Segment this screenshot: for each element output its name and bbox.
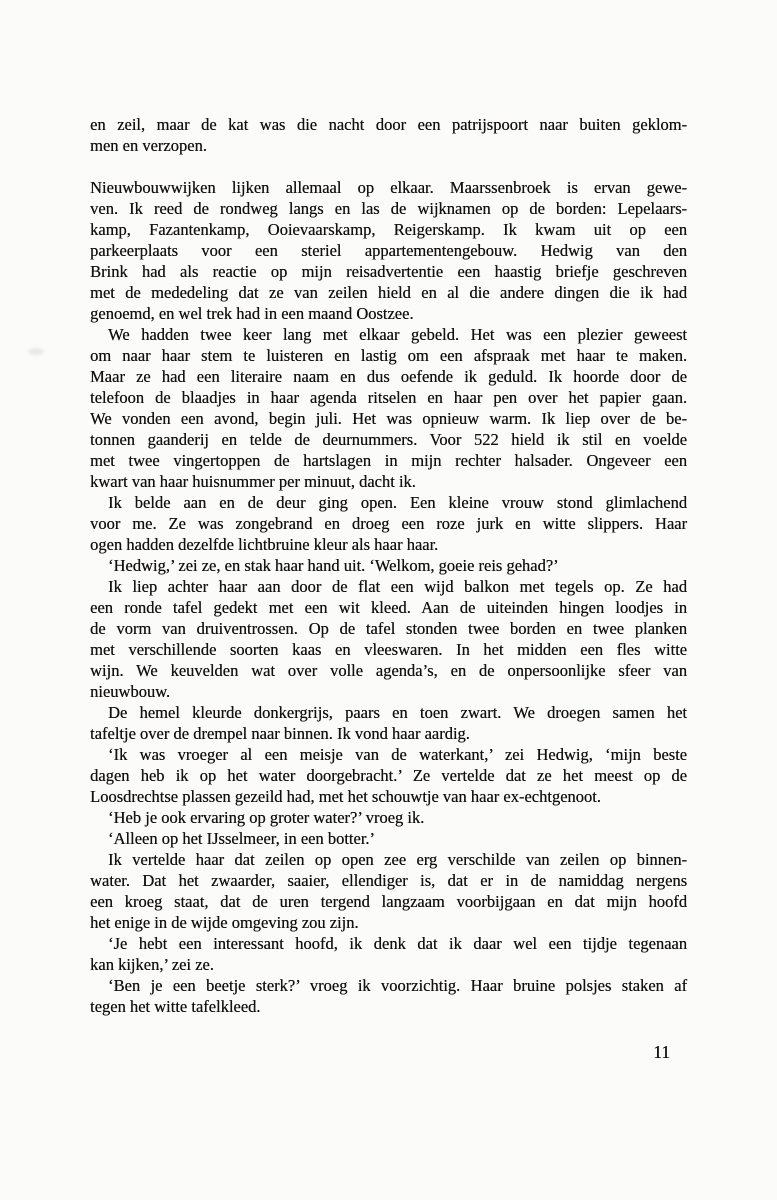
text-line: ‘Ben je een beetje sterk?’ vroeg ik voorzichtig. Haar bruine polsjes staken af [108,976,687,995]
text-line: ven. Ik reed de rondweg langs en las de wijknamen op de borden: Lepelaars- [90,199,687,218]
paragraph [90,324,687,492]
paragraph [90,492,687,555]
paragraph [90,114,687,156]
text-line: water. Dat het zwaarder, saaier, ellendiger is, dat er in de namiddag nergens [90,871,687,890]
text-line: en zeil, maar de kat was die nacht door een patrijspoort naar buiten geklom- [90,115,687,134]
text-line: genoemd, en wel trek had in een maand Oostzee. [90,304,414,323]
text-line: met de mededeling dat ze van zeilen hield en al die andere dingen die ik had [90,283,687,302]
text-line: nieuwbouw. [90,682,171,701]
text-line: Nieuwbouwwijken lijken allemaal op elkaar. Maarssenbroek is ervan gewe- [90,178,687,197]
paragraph [90,975,687,1017]
text-line: Loosdrechtse plassen gezeild had, met het schouwtje van haar ex-echtgenoot. [90,787,601,806]
text-line: ‘Alleen op het IJsselmeer, in een botter.’ [108,829,375,848]
text-line: ‘Heb je ook ervaring op groter water?’ vroeg ik. [108,808,425,827]
text-line: dagen heb ik op het water doorgebracht.’ Ze vertelde dat ze het meest op de [90,766,687,785]
text-line: We vonden een avond, begin juli. Het was opnieuw warm. Ik liep over de be- [90,409,687,428]
text-line: kan kijken,’ zei ze. [90,955,214,974]
text-line: om naar haar stem te luisteren en lastig om een afspraak met haar te maken. [90,346,687,365]
text-line: telefoon de blaadjes in haar agenda ritselen en haar pen over het papier gaan. [90,388,687,407]
text-line: tegen het witte tafelkleed. [90,997,261,1016]
text-line: met twee vingertoppen de hartslagen in mijn rechter halsader. Ongeveer een [90,451,687,470]
paragraph [90,933,687,975]
paragraph [90,177,687,324]
text-line: De hemel kleurde donkergrijs, paars en toen zwart. We droegen samen het [108,703,687,722]
paragraph [90,702,687,744]
text-line: ‘Hedwig,’ zei ze, en stak haar hand uit. ‘Welkom, goeie reis gehad?’ [108,556,559,575]
text-line: ‘Ik was vroeger al een meisje van de waterkant,’ zei Hedwig, ‘mijn beste [108,745,687,764]
page-number: 11 [653,1042,670,1062]
text-line: We hadden twee keer lang met elkaar gebeld. Het was een plezier geweest [108,325,687,344]
text-line: de vorm van druiventrossen. Op de tafel stonden twee borden en twee planken [90,619,687,638]
paragraph [90,744,687,807]
text-line: voor me. Ze was zongebrand en droeg een roze jurk en witte slippers. Haar [90,514,687,533]
text-line: men en verzopen. [90,136,207,155]
text-line: Ik liep achter haar aan door de flat een wijd balkon met tegels op. Ze had [108,577,687,596]
text-line: parkeerplaats voor een steriel appartementengebouw. Hedwig van den [90,241,687,260]
text-line: kwart van haar huisnummer per minuut, dacht ik. [90,472,416,491]
paragraph [90,849,687,933]
text-line: Brink had als reactie op mijn reisadvertentie een haastig briefje geschreven [90,262,687,281]
text-line: ogen hadden dezelfde lichtbruine kleur als haar haar. [90,535,439,554]
page-text [90,114,687,1017]
text-line: een kroeg staat, dat de uren tergend langzaam voorbijgaan en dat mijn hoofd [90,892,687,911]
text-line: Maar ze had een literaire naam en dus oefende ik geduld. Ik hoorde door de [90,367,687,386]
text-line: wijn. We keuvelden wat over volle agenda’s, en de onpersoonlijke sfeer van [90,661,687,680]
text-line: het enige in de wijde omgeving zou zijn. [90,913,359,932]
text-line: tonnen gaanderij en telde de deurnummers. Voor 522 hield ik stil en voelde [90,430,687,449]
text-line: ‘Je hebt een interessant hoofd, ik denk dat ik daar wel een tijdje tegenaan [108,934,687,953]
paragraph [90,807,687,828]
text-line: kamp, Fazantenkamp, Ooievaarskamp, Reigerskamp. Ik kwam uit op een [90,220,687,239]
paragraph [90,576,687,702]
text-line: tafeltje over de drempel naar binnen. Ik vond haar aardig. [90,724,470,743]
text-line: Ik vertelde haar dat zeilen op open zee erg verschilde van zeilen op binnen- [108,850,687,869]
scan-artifact [28,348,44,355]
paragraph [90,555,687,576]
text-line: met verschillende soorten kaas en vleeswaren. In het midden een fles witte [90,640,687,659]
paragraph [90,828,687,849]
text-line: een ronde tafel gedekt met een wit kleed. Aan de uiteinden hingen loodjes in [90,598,687,617]
text-line: Ik belde aan en de deur ging open. Een kleine vrouw stond glimlachend [108,493,687,512]
